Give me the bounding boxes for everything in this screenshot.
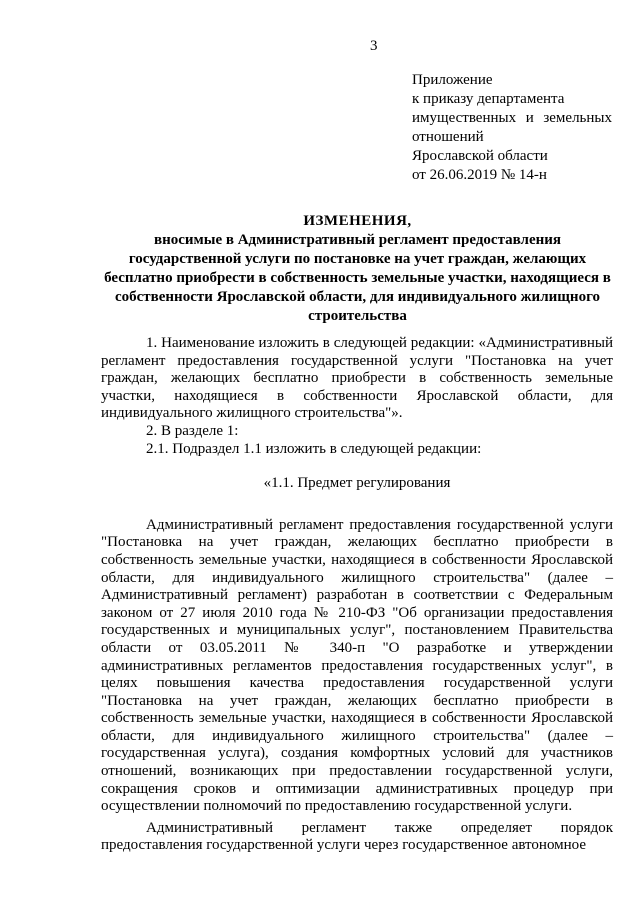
title-subtitle: вносимые в Административный регламент предоставления государственной услуги по постановке на учет граждан, желающих бесплатно приобрести в собственность земельные участки, находящиеся в собственности Ярославской области, для индивидуального жилищного строительства	[104, 232, 611, 324]
section-heading: «1.1. Предмет регулирования	[263, 475, 451, 492]
appendix-line: Приложение	[412, 72, 493, 88]
title-heading: ИЗМЕНЕНИЯ,	[303, 213, 412, 229]
paragraph-2: 2. В разделе 1:	[146, 422, 239, 439]
paragraph-4: Административный регламент предоставления государственной услуги "Постановка на учет граждан, желающих бесплатно приобрести в собственность земельные участки, находящиеся в собственности Ярославской области, для индивидуального жилищного строительства" (далее – Административный регламент) разработан в соответствии с Федеральным законом от 27 июля 2010 года № 210-ФЗ "Об организации предоставления государственных и муниципальных услуг", постановлением Правительства области от 03.05.2011 № 340-п "О разработке и утверждении административных регламентов предоставления государственных услуг", в целях повышения качества предоставления государственной услуги "Постановка на учет граждан, желающих бесплатно приобрести в собственность земельные участки, находящиеся в собственности Ярославской области, для индивидуального жилищного строительства" (далее – государственная услуга), создания комфортных условий для участников отношений, возникающих при предоставлении государственной услуги, сокращения сроков и оптимизации административных процедур при осуществлении полномочий по предоставлению государственной услуги.	[101, 516, 613, 815]
appendix-line: от 26.06.2019 № 14-н	[412, 167, 547, 183]
page-number-text: 3	[370, 38, 378, 54]
appendix-line: к приказу департамента	[412, 91, 565, 107]
appendix-line: отношений	[412, 129, 484, 145]
appendix-line: Ярославской области	[412, 148, 548, 164]
document-title	[100, 212, 615, 326]
document-body	[101, 335, 613, 855]
paragraph-1: 1. Наименование изложить в следующей редакции: «Административный регламент предоставления государственной услуги "Постановка на учет граждан, желающих бесплатно приобрести в собственность земельные участки, находящиеся в собственности Ярославской области, для индивидуального жилищного строительства"».	[101, 335, 613, 422]
appendix-line: имущественных и земельных	[412, 110, 612, 126]
paragraph-3: 2.1. Подраздел 1.1 изложить в следующей редакции:	[146, 440, 482, 457]
appendix-block	[412, 71, 612, 185]
paragraph-5: Административный регламент также определяет порядок предоставления государственной услуги через государственное автономное	[101, 819, 613, 854]
